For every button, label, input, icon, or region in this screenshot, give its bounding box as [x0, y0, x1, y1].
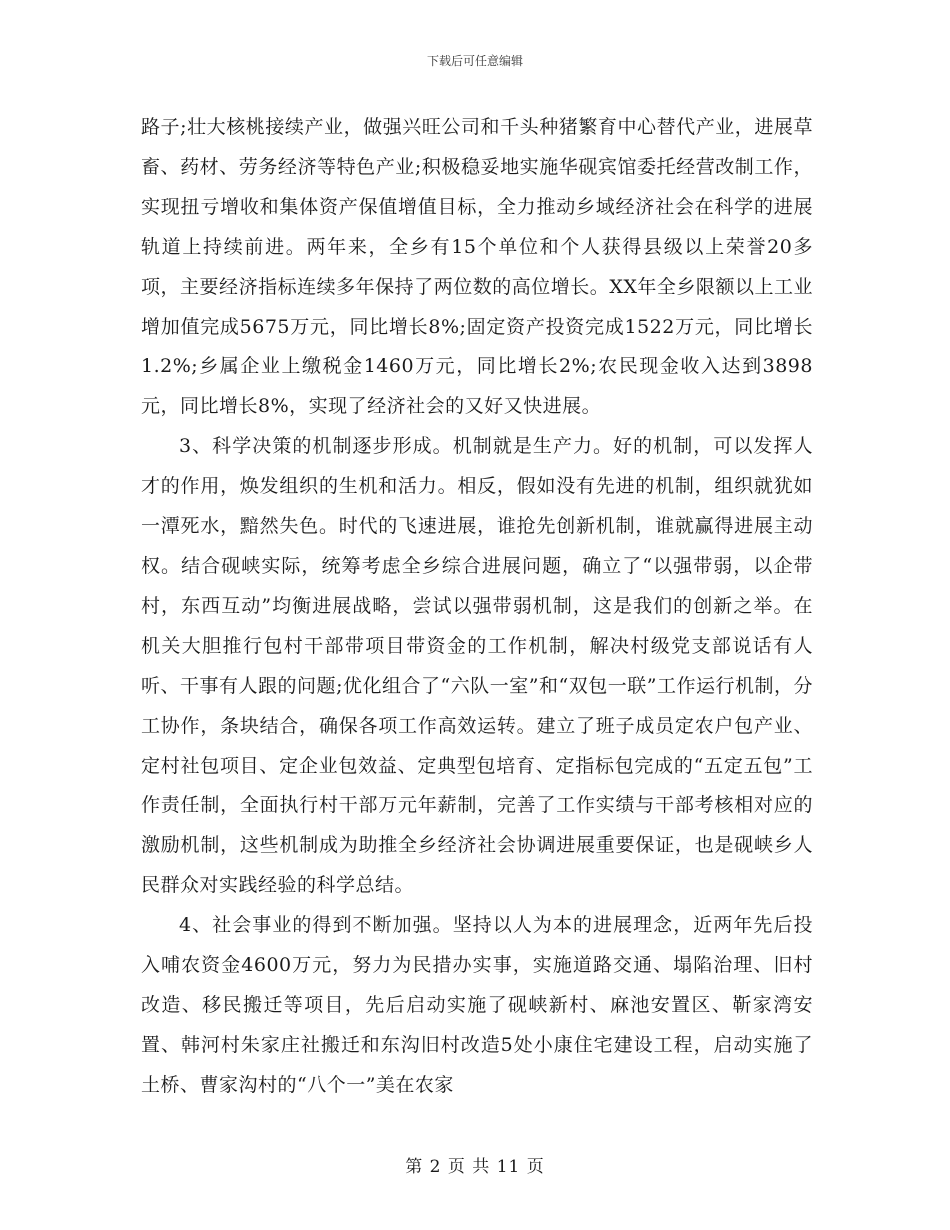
paragraph-section-4: 4、社会事业的得到不断加强。坚持以人为本的进展理念，近两年先后投入哺农资金4600万元，努力为民措办实事，实施道路交通、塌陷治理、旧村改造、移民搬迁等项目，先后启动实施了砚峡新村、麻池安置区、靳家湾安置、韩河村朱家庄社搬迁和东沟旧村改造5处小康住宅建设工程，启动实施了土桥、曹家沟村的“八个一”美在农家	[141, 914, 813, 1096]
page-header-note: 下载后可任意编辑	[426, 54, 523, 68]
paragraph-section-3: 3、科学决策的机制逐步形成。机制就是生产力。好的机制，可以发挥人才的作用，焕发组织的生机和活力。相反，假如没有先进的机制，组织就犹如一潭死水，黯然失色。时代的飞速进展，谁抢先创新机制，谁就赢得进展主动权。结合砚峡实际，统筹考虑全乡综合进展问题，确立了“以强带弱，以企带村，东西互动”均衡进展战略，尝试以强带弱机制，这是我们的创新之举。在机关大胆推行包村干部带项目带资金的工作机制，解决村级党支部说话有人听、干事有人跟的问题;优化组合了“六队一室”和“双包一联”工作运行机制，分工协作，条块结合，确保各项工作高效运转。建立了班子成员定农户包产业、定村社包项目、定企业包效益、定典型包培育、定指标包完成的“五定五包”工作责任制，全面执行村干部万元年薪制，完善了工作实绩与干部考核相对应的激励机制，这些机制成为助推全乡经济社会协调进展重要保证，也是砚峡乡人民群众对实践经验的科学总结。	[141, 435, 813, 897]
paragraph-continued: 路子;壮大核桃接续产业，做强兴旺公司和千头种猪繁育中心替代产业，进展草畜、药材、劳务经济等特色产业;积极稳妥地实施华砚宾馆委托经营改制工作，实现扭亏增收和集体资产保值增值目标，全力推动乡域经济社会在科学的进展轨道上持续前进。两年来，全乡有15个单位和个人获得县级以上荣誉20多项，主要经济指标连续多年保持了两位数的高位增长。XX年全乡限额以上工业增加值完成5675万元，同比增长8%;固定资产投资完成1522万元，同比增长1.2%;乡属企业上缴税金1460万元，同比增长2%;农民现金收入达到3898元，同比增长8%，实现了经济社会的又好又快进展。	[141, 116, 813, 418]
page-number-footer: 第 2 页 共 11 页	[405, 1157, 545, 1177]
document-body	[141, 108, 813, 1106]
